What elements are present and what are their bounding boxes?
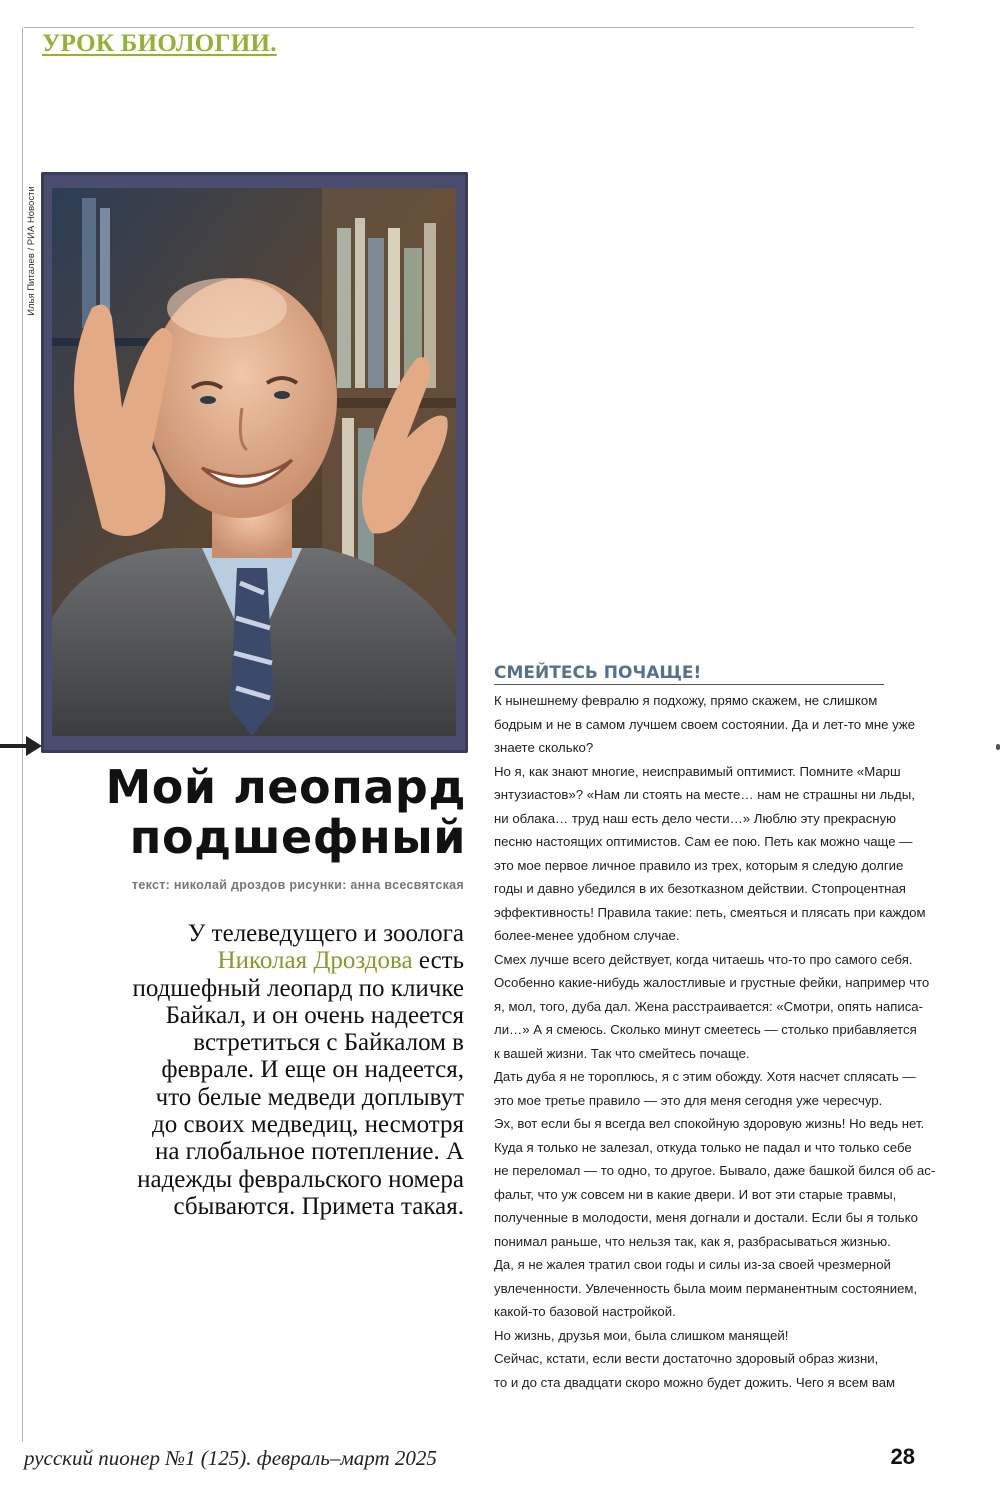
- body-line: Особенно какие-нибудь жалостливые и грустные фейки, например что: [494, 975, 930, 990]
- body-line: более-менее удобном случае.: [494, 928, 680, 943]
- page-number: 28: [890, 1444, 915, 1469]
- body-line: энтузиастов»? «Нам ли стоять на месте… нам не страшны ни льды,: [494, 787, 915, 802]
- body-line: К нынешнему февралю я подхожу, прямо скажем, не слишком: [494, 693, 878, 708]
- body-line: Но жизнь, друзья мои, была слишком манящей!: [494, 1327, 789, 1343]
- body-line: ни облака… труд наш есть дело чести…» Люблю эту прекрасную: [494, 810, 897, 826]
- body-line: Смех лучше всего действует, когда читаешь что-то про самого себя.: [494, 951, 913, 967]
- headline-line-1: Мой леопард: [105, 760, 466, 814]
- body-line: это мое первое личное правило из трех, которым я следую долгие: [494, 857, 904, 873]
- body-line: не переломал — то одно, то другое. Бывало, даже башкой бился об ас-: [494, 1163, 936, 1178]
- body-line: я, мол, того, дуба дал. Жена расстраивается: «Смотри, опять написа-: [494, 998, 924, 1014]
- section-subheading: СМЕЙТЕСЬ ПОЧАЩЕ!: [494, 663, 884, 685]
- body-line: бодрым и не в самом лучшем своем состоянии. Да и лет-то мне уже: [494, 716, 916, 732]
- portrait-photo: [52, 188, 456, 736]
- body-line: то и до ста двадцати скоро можно будет дожить. Чего я всем вам: [494, 1374, 896, 1390]
- body-line: понимал раньше, что нельзя так, как я, разбрасываться жизнью.: [494, 1233, 891, 1249]
- lead-highlight-name: Николая Дроздова: [217, 947, 413, 975]
- body-line: ли…» А я смеюсь. Сколько минут смеетесь — столько прибавляется: [494, 1022, 917, 1037]
- footer-publication: русский пионер №1 (125). февраль–март 2025: [24, 1446, 437, 1470]
- body-line: Сейчас, кстати, если вести достаточно здоровый образ жизни,: [494, 1351, 879, 1366]
- body-line: Дать дуба я не тороплюсь, я с этим обожду. Хотя насчет сплясать —: [494, 1069, 916, 1084]
- body-line: Да, я не жалея тратил свои годы и силы из-за своей чрезмерной: [494, 1257, 891, 1272]
- photo-credit: Илья Питалев / РИА Новости: [26, 186, 37, 316]
- body-line: знаете сколько?: [494, 740, 594, 755]
- lead-paragraph: [130, 920, 464, 1220]
- body-line: эффективность! Правила такие: петь, смеяться и плясать при каждом: [494, 904, 926, 920]
- body-line: фальт, что уж совсем ни в какие двери. И вот эти старые травмы,: [494, 1186, 897, 1202]
- photo-frame: [41, 172, 468, 753]
- top-rule: [24, 27, 914, 28]
- article-body: [494, 689, 936, 1394]
- headline-line-2: подшефный: [129, 810, 466, 864]
- body-line: Но я, как знают многие, неисправимый оптимист. Помните «Марш: [494, 763, 901, 779]
- body-line: Эх, вот если бы я всегда вел спокойную здоровую жизнь! Но ведь нет.: [494, 1116, 925, 1131]
- byline: текст: николай дроздов рисунки: анна всесвятская: [131, 878, 464, 892]
- body-line: песню настоящих оптимистов. Сам ее пою. Петь как можно чаще —: [494, 834, 913, 849]
- body-line: Куда я только не залезал, откуда только не падал и что только себе: [494, 1139, 912, 1155]
- section-label: УРОК БИОЛОГИИ.: [42, 30, 277, 57]
- body-line: какой-то базовой настройкой.: [494, 1304, 676, 1319]
- body-line: полученные в молодости, меня догнали и достали. Если бы я только: [494, 1210, 918, 1225]
- edge-mark: [996, 744, 1000, 750]
- body-line: увлеченности. Увлеченность была моим перманентным состоянием,: [494, 1280, 918, 1296]
- article-headline: [60, 762, 466, 862]
- lead-part-2: есть подшефный леопард по кличке Байкал, и он очень надеется встретиться с Байкалом в феврале. И еще он надеется, что белые медведи доплывут до своих медведиц, несмотря на глобальное потепление. А надежды февральского номера сбываются. Примета такая.: [132, 947, 464, 1220]
- body-line: к вашей жизни. Так что смейтесь почаще.: [494, 1045, 750, 1061]
- body-line: это мое третье правило — это для меня сегодня уже чересчур.: [494, 1092, 883, 1108]
- arrow-right-icon: [0, 734, 44, 758]
- body-line: годы и давно убедился в их безотказном действии. Стопроцентная: [494, 881, 906, 896]
- lead-part-1: У телеведущего и зоолога: [187, 920, 464, 947]
